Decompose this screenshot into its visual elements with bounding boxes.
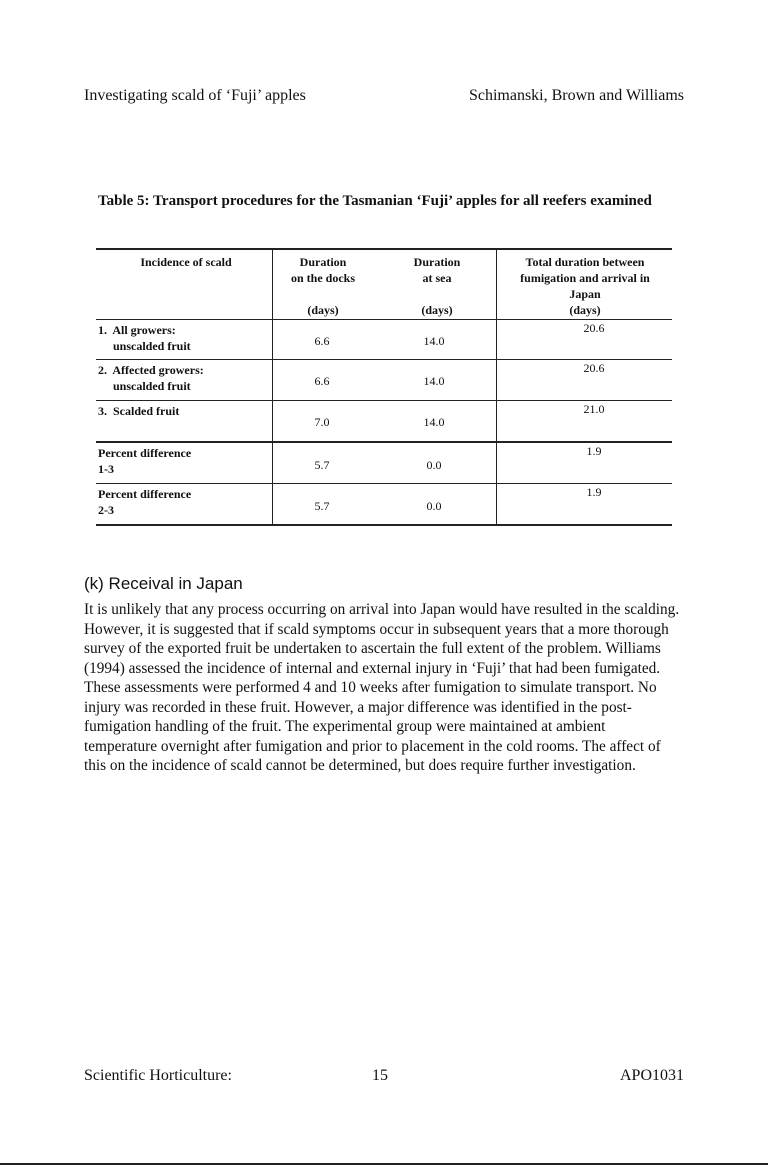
row-5-sea: 0.0 — [426, 499, 442, 513]
row-5-total: 1.9 — [586, 485, 602, 499]
row-3-label-line1: 3. Scalded fruit — [98, 404, 180, 418]
row-5-label-line1: Percent difference — [98, 487, 192, 501]
col-header-docks-line2: on the docks — [290, 271, 355, 285]
row-2-total: 20.6 — [583, 361, 605, 375]
col-header-docks-unit: (days) — [307, 303, 339, 317]
row-2-label-line2: unscalded fruit — [98, 379, 191, 393]
row-1-label-line1: 1. All growers: — [98, 323, 176, 337]
row-1-label-line2: unscalded fruit — [98, 339, 191, 353]
row-2-sea: 14.0 — [423, 374, 445, 388]
row-2-docks: 6.6 — [314, 374, 330, 388]
running-header-authors: Schimanski, Brown and Williams — [468, 87, 684, 104]
col-header-total-line2: fumigation and arrival in — [520, 271, 650, 285]
row-4-sea: 0.0 — [426, 458, 442, 472]
row-1-sea: 14.0 — [423, 334, 445, 348]
col-header-total-unit: (days) — [569, 303, 601, 317]
col-header-sea-unit: (days) — [421, 303, 453, 317]
row-4-total: 1.9 — [586, 444, 602, 458]
col-header-total-line3: Japan — [569, 287, 601, 301]
row-3-total: 21.0 — [583, 402, 605, 416]
row-2-label-line1: 2. Affected growers: — [98, 363, 204, 377]
table-caption: Table 5: Transport procedures for the Tasmanian ‘Fuji’ apples for all reefers examined — [98, 193, 652, 209]
col-header-sea-line2: at sea — [422, 271, 452, 285]
col-header-total-line1: Total duration between — [525, 255, 645, 269]
row-4-docks: 5.7 — [314, 458, 330, 472]
col-header-docks-line1: Duration — [299, 255, 347, 269]
col-header-sea-line1: Duration — [413, 255, 461, 269]
running-header-title: Investigating scald of ‘Fuji’ apples — [84, 87, 306, 104]
page-number: 15 — [372, 1067, 388, 1084]
row-1-docks: 6.6 — [314, 334, 330, 348]
row-3-sea: 14.0 — [423, 415, 445, 429]
transport-table — [96, 248, 672, 528]
row-1-total: 20.6 — [583, 321, 605, 335]
row-5-docks: 5.7 — [314, 499, 330, 513]
bottom-scan-rule — [0, 1163, 768, 1165]
col-header-incidence: Incidence of scald — [140, 255, 232, 269]
section-heading: (k) Receival in Japan — [84, 574, 243, 593]
footer-publication: Scientific Horticulture: — [84, 1067, 232, 1084]
row-5-label-line2: 2-3 — [98, 503, 114, 517]
footer-report-code: APO1031 — [619, 1067, 684, 1084]
body-paragraph: It is unlikely that any process occurring on arrival into Japan would have resulted in the scalding. However, it is suggested that if scald symptoms occur in subsequent years that a more thorough survey of the exported fruit be undertaken to ascertain the full extent of the problem. Williams (1994) assessed the incidence of internal and external injury in ‘Fuji’ that had been fumigated. These assessments were performed 4 and 10 weeks after fumigation to simulate transport. No injury was recorded in these fruit. However, a major difference was identified in the post-fumigation handling of the fruit. The experimental group were maintained at ambient temperature overnight after fumigation and prior to placement in the cold rooms. The affect of this on the incidence of scald cannot be determined, but does require further investigation. — [84, 601, 680, 774]
row-4-label-line1: Percent difference — [98, 446, 192, 460]
row-4-label-line2: 1-3 — [98, 462, 114, 476]
row-3-docks: 7.0 — [314, 415, 330, 429]
